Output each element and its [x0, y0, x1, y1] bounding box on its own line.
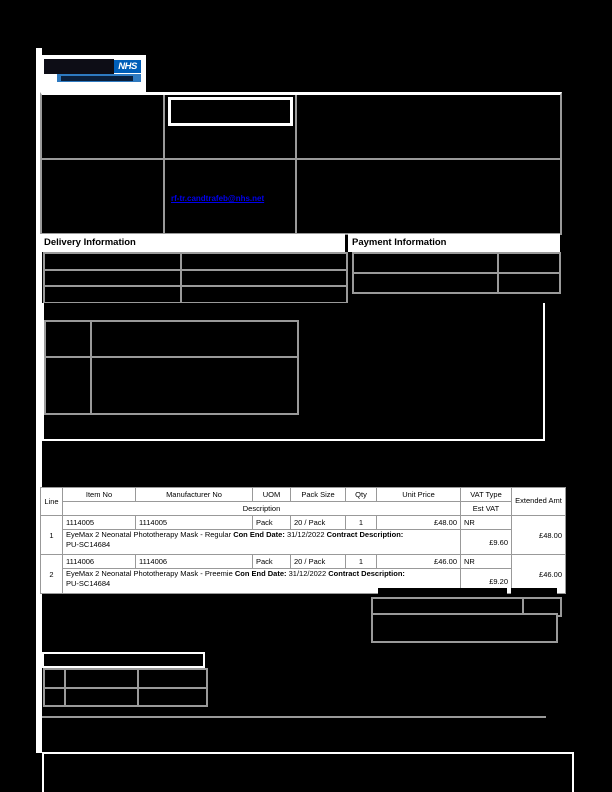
col-header-description: Description — [63, 502, 461, 516]
col-header-qty: Qty — [346, 488, 377, 502]
redacted-summary-cell — [139, 670, 206, 687]
payment-information-table — [352, 252, 561, 294]
redacted-delivery-cell — [45, 271, 180, 286]
redacted-summary-cell — [45, 689, 64, 706]
order-header-table — [40, 92, 562, 235]
redacted-order-meta — [165, 95, 295, 158]
item-row — [41, 516, 566, 530]
item-description: EyeMax 2 Neonatal Phototherapy Mask - Regular — [66, 530, 232, 539]
manufacturer-no-cell: 1114006 — [136, 555, 253, 569]
redacted-buyer-contact — [165, 160, 295, 233]
manufacturer-no-cell: 1114005 — [136, 516, 253, 530]
vat-type-cell: NR — [461, 555, 512, 569]
redacted-notes-table — [44, 320, 299, 415]
description-cell — [63, 530, 461, 555]
redacted-delivery-cell — [45, 287, 180, 302]
items-table-body — [41, 516, 566, 594]
unit-price-cell: £48.00 — [377, 516, 461, 530]
line-items-table — [40, 487, 566, 594]
footer-divider-line — [42, 716, 546, 718]
contract-description-value: PU-SC14684 — [66, 539, 111, 549]
extended-amt-cell: £46.00 — [512, 555, 566, 594]
est-vat-cell: £9.60 — [461, 530, 512, 555]
redacted-invoice-address — [297, 95, 560, 158]
redacted-delivery-cell — [182, 254, 346, 269]
redacted-payment-cell — [354, 254, 497, 272]
redacted-subtitle-text — [61, 76, 133, 81]
nhs-logo: NHS — [114, 60, 141, 73]
con-end-date-label: Con End Date: — [234, 569, 287, 578]
est-vat-cell: £9.20 — [461, 569, 512, 594]
extended-amt-cell: £48.00 — [512, 516, 566, 555]
redacted-payment-cell — [499, 254, 559, 272]
col-header-est-vat: Est VAT — [461, 502, 512, 516]
payment-information-header: Payment Information — [348, 234, 560, 252]
nhs-logo-area — [36, 55, 146, 92]
redacted-summary-cell — [66, 670, 137, 687]
con-end-date-label: Con End Date: — [233, 530, 285, 539]
con-end-date-value: 31/12/2022 — [286, 530, 325, 539]
contract-description-label: Contract Description: — [326, 530, 404, 539]
redacted-supplier-address — [42, 95, 163, 158]
unit-price-cell: £46.00 — [377, 555, 461, 569]
delivery-information-table — [43, 252, 348, 304]
col-header-uom: UOM — [253, 488, 291, 502]
redacted-summary-cell — [66, 689, 137, 706]
item-no-cell: 1114005 — [63, 516, 136, 530]
redacted-delivery-cell — [182, 287, 346, 302]
redacted-table-footer-cell — [511, 588, 557, 596]
vat-type-cell: NR — [461, 516, 512, 530]
col-header-item-no: Item No — [63, 488, 136, 502]
redacted-notes-cell — [92, 358, 297, 413]
footer-terms-box — [42, 752, 574, 792]
col-header-extended-amt: Extended Amt — [512, 488, 566, 516]
item-row — [41, 555, 566, 569]
redacted-summary-header — [42, 652, 205, 668]
item-description-row — [41, 530, 566, 555]
redacted-trust-subtitle — [57, 74, 141, 82]
pack-size-cell: 20 / Pack — [291, 516, 346, 530]
redacted-table-footer-cell — [378, 588, 507, 596]
item-no-cell: 1114006 — [63, 555, 136, 569]
col-header-unit-price: Unit Price — [377, 488, 461, 502]
redacted-trust-name — [44, 59, 114, 74]
col-header-manufacturer-no: Manufacturer No — [136, 488, 253, 502]
redacted-supplier-contact — [42, 160, 163, 233]
uom-cell: Pack — [253, 516, 291, 530]
redacted-payment-cell — [354, 274, 497, 292]
redacted-notes-cell — [46, 358, 90, 413]
redacted-summary-cell — [45, 670, 64, 687]
redacted-grand-total-box — [371, 613, 558, 643]
contract-description-label: Contract Description: — [328, 569, 405, 578]
pack-size-cell: 20 / Pack — [291, 555, 346, 569]
redacted-payment-cell — [499, 274, 559, 292]
redacted-order-details — [297, 160, 560, 233]
redacted-notes-cell — [92, 322, 297, 356]
line-number: 1 — [41, 516, 63, 555]
col-header-pack-size: Pack Size — [291, 488, 346, 502]
item-description: EyeMax 2 Neonatal Phototherapy Mask - Preemie — [66, 569, 233, 578]
order-number-highlight-box — [168, 97, 293, 126]
redacted-notes-cell — [46, 322, 90, 356]
uom-cell: Pack — [253, 555, 291, 569]
col-header-vat-type: VAT Type — [461, 488, 512, 502]
qty-cell: 1 — [346, 555, 377, 569]
contact-email-link[interactable]: rf-tr.candtrafeb@nhs.net — [171, 194, 265, 203]
redacted-summary-table — [43, 668, 208, 707]
contract-description-value: PU-SC14684 — [66, 578, 111, 588]
redacted-delivery-cell — [182, 271, 346, 286]
delivery-information-header: Delivery Information — [40, 234, 345, 252]
redacted-summary-cell — [139, 689, 206, 706]
line-number: 2 — [41, 555, 63, 594]
con-end-date-value: 31/12/2022 — [288, 569, 327, 578]
qty-cell: 1 — [346, 516, 377, 530]
col-header-line: Line — [41, 488, 63, 516]
redacted-delivery-cell — [45, 254, 180, 269]
